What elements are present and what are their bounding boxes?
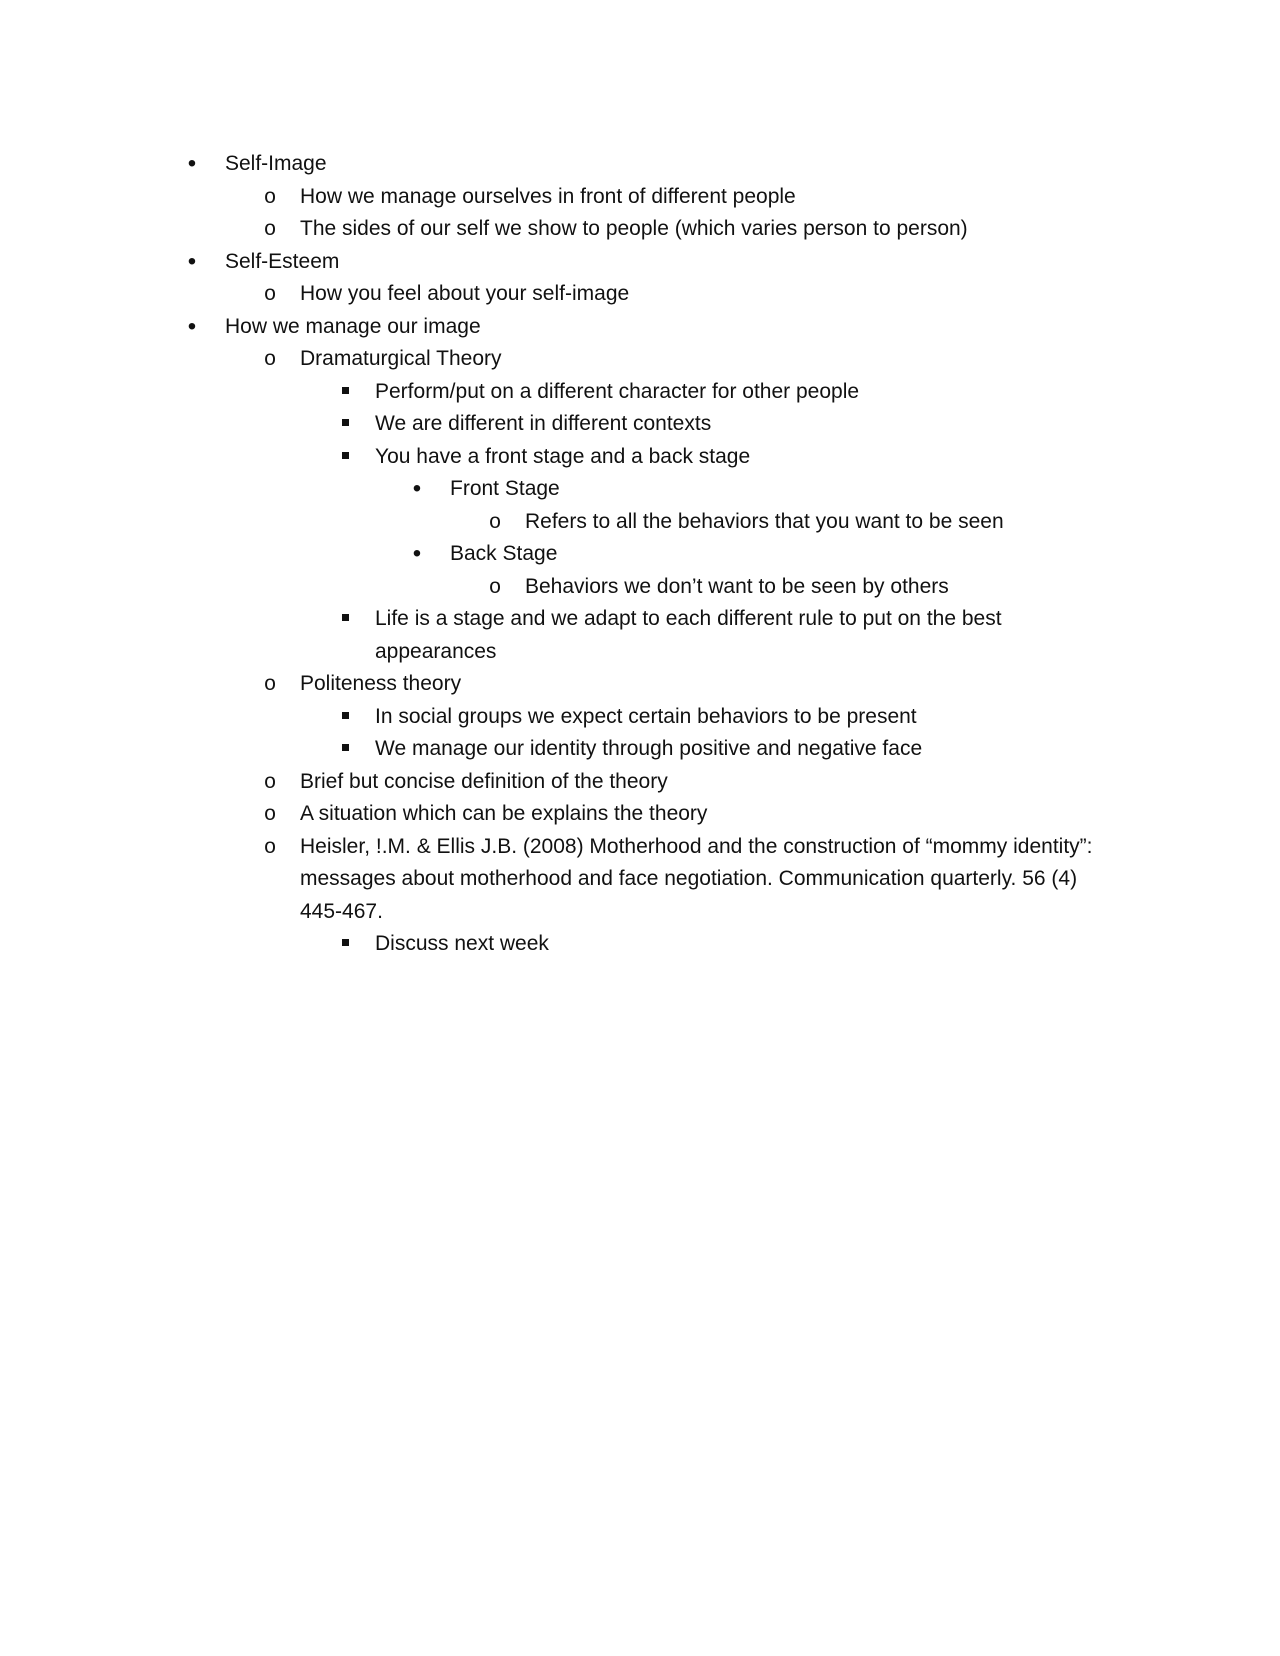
outline-list bbox=[0, 148, 1280, 961]
bullet-square-icon bbox=[333, 441, 357, 474]
bullet-circle-icon bbox=[258, 798, 282, 833]
list-item bbox=[0, 571, 1280, 604]
bullet-circle-icon bbox=[258, 343, 282, 378]
list-item-text: Life is a stage and we adapt to each different rule to put on the best appearances bbox=[375, 607, 1002, 663]
list-item-text: The sides of our self we show to people (which varies person to person) bbox=[300, 217, 968, 240]
list-item bbox=[0, 376, 1280, 409]
bullet-circle-icon bbox=[258, 831, 282, 866]
list-item bbox=[0, 311, 1280, 344]
list-item bbox=[0, 441, 1280, 474]
bullet-square-icon bbox=[333, 928, 357, 961]
bullet-disc-icon bbox=[180, 246, 204, 280]
list-item-text: Front Stage bbox=[450, 477, 560, 500]
list-item-text: Perform/put on a different character for other people bbox=[375, 379, 860, 403]
list-item bbox=[0, 928, 1280, 961]
list-item-text: Self-Image bbox=[225, 152, 327, 175]
bullet-circle-icon bbox=[258, 278, 282, 313]
list-item-text: We manage our identity through positive and negative face bbox=[375, 737, 923, 760]
list-item bbox=[0, 148, 1280, 181]
list-item bbox=[0, 668, 1280, 701]
bullet-disc-icon bbox=[180, 311, 204, 345]
list-item bbox=[0, 181, 1280, 214]
list-item bbox=[0, 701, 1280, 734]
list-item-text: How we manage ourselves in front of different people bbox=[300, 184, 796, 208]
list-item bbox=[0, 538, 1280, 571]
bullet-circle-icon bbox=[258, 213, 282, 248]
bullet-disc-icon bbox=[180, 148, 204, 182]
list-item bbox=[0, 408, 1280, 441]
bullet-square-icon bbox=[333, 376, 357, 409]
list-item-text: Back Stage bbox=[450, 542, 558, 565]
list-item-text: In social groups we expect certain behaviors to be present bbox=[375, 704, 917, 728]
list-item-text: Dramaturgical Theory bbox=[300, 347, 502, 370]
list-item-text: Refers to all the behaviors that you want to be seen bbox=[525, 509, 1004, 533]
list-item bbox=[0, 733, 1280, 766]
list-item-text: How you feel about your self-image bbox=[300, 282, 630, 305]
list-item bbox=[0, 278, 1280, 311]
list-item bbox=[0, 246, 1280, 279]
list-item bbox=[0, 603, 1280, 668]
list-item-text: A situation which can be explains the theory bbox=[300, 802, 708, 825]
list-item bbox=[0, 343, 1280, 376]
bullet-circle-icon bbox=[258, 766, 282, 801]
list-item bbox=[0, 831, 1280, 929]
bullet-square-icon bbox=[333, 701, 357, 734]
list-item-text: Self-Esteem bbox=[225, 249, 340, 273]
list-item bbox=[0, 766, 1280, 799]
list-item-text: Behaviors we don’t want to be seen by others bbox=[525, 574, 949, 598]
bullet-circle-icon bbox=[258, 668, 282, 703]
list-item bbox=[0, 473, 1280, 506]
bullet-circle-icon bbox=[258, 181, 282, 216]
list-item bbox=[0, 506, 1280, 539]
list-item-text: Politeness theory bbox=[300, 672, 462, 695]
bullet-square-icon bbox=[333, 733, 357, 766]
list-item bbox=[0, 213, 1280, 246]
bullet-disc-icon bbox=[405, 538, 429, 572]
citation-text: Heisler, !.M. & Ellis J.B. (2008) Motherhood and the construction of “mommy identity”: messages about motherhood and face negotiation. Communication quarterly. 56 (4) 445-467. bbox=[300, 834, 1093, 923]
list-item-text: Brief but concise definition of the theory bbox=[300, 769, 668, 793]
list-item-text: How we manage our image bbox=[225, 314, 481, 338]
list-item-text: We are different in different contexts bbox=[375, 412, 712, 435]
list-item-text: You have a front stage and a back stage bbox=[375, 444, 751, 468]
list-item-text: Discuss next week bbox=[375, 932, 549, 955]
bullet-circle-icon bbox=[483, 571, 507, 606]
bullet-circle-icon bbox=[483, 506, 507, 541]
list-item bbox=[0, 798, 1280, 831]
bullet-square-icon bbox=[333, 603, 357, 636]
bullet-square-icon bbox=[333, 408, 357, 441]
bullet-disc-icon bbox=[405, 473, 429, 507]
